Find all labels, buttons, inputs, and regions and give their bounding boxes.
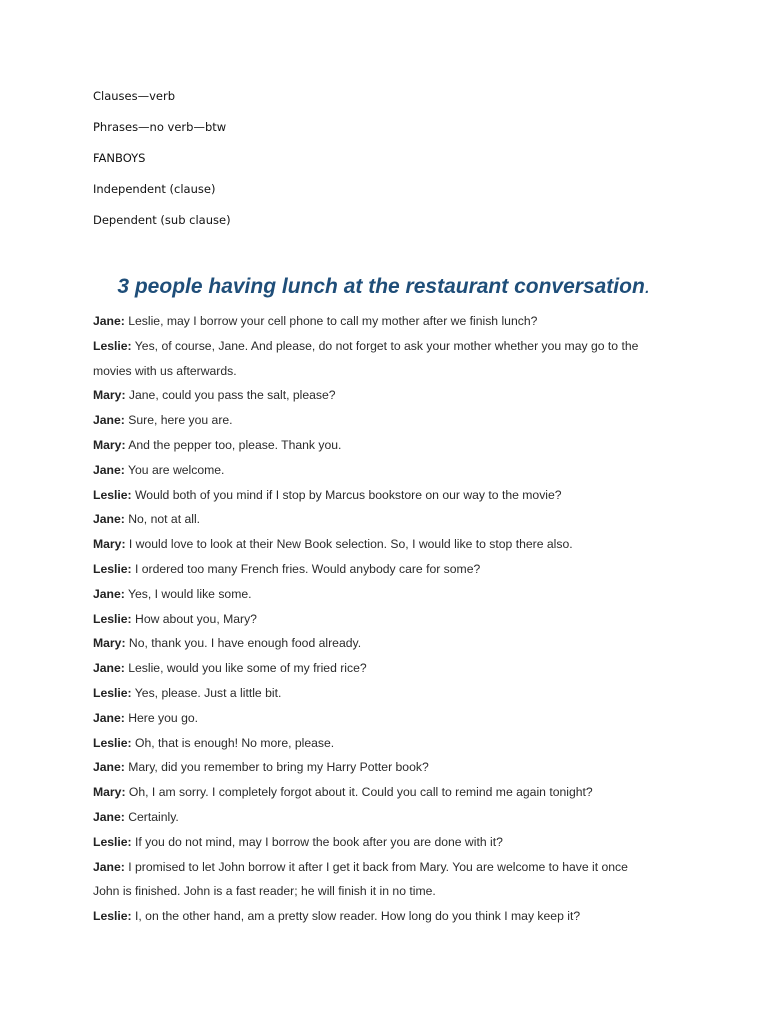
note-fanboys: FANBOYS — [93, 151, 146, 165]
dialogue-text: How about you, Mary? — [131, 611, 257, 626]
page-title — [0, 272, 768, 302]
dialogue-text: Oh, that is enough! No more, please. — [131, 735, 335, 750]
dialogue-line — [93, 433, 693, 458]
speaker-name: Jane: — [93, 859, 125, 874]
dialogue-line — [93, 458, 693, 483]
speaker-name: Jane: — [93, 413, 125, 428]
dialogue-text: You are welcome. — [124, 462, 225, 477]
dialogue-text: Here you go. — [124, 710, 199, 725]
dialogue-text: No, not at all. — [124, 512, 201, 527]
speaker-name: Leslie: — [93, 909, 132, 924]
dialogue-line — [93, 309, 693, 334]
dialogue-text: Sure, here you are. — [124, 413, 233, 428]
speaker-name: Mary: — [93, 785, 126, 800]
dialogue-text: And the pepper too, please. Thank you. — [125, 437, 342, 452]
speaker-name: Leslie: — [93, 611, 132, 626]
speaker-name: Mary: — [93, 437, 126, 452]
speaker-name: Jane: — [93, 760, 125, 775]
dialogue-line — [93, 557, 693, 582]
dialogue-line — [93, 879, 693, 904]
dialogue-line — [93, 383, 693, 408]
speaker-name: Mary: — [93, 388, 126, 403]
speaker-name: Jane: — [93, 661, 125, 676]
speaker-name: Jane: — [93, 314, 125, 328]
dialogue-text: Leslie, may I borrow your cell phone to call my mother after we finish lunch? — [124, 314, 538, 328]
dialogue-line — [93, 334, 693, 359]
dialogue-text: movies with us afterwards. — [93, 363, 237, 378]
dialogue-text: Oh, I am sorry. I completely forgot about it. Could you call to remind me again tonight? — [125, 785, 593, 800]
dialogue-line — [93, 706, 693, 731]
dialogue-line — [93, 607, 693, 632]
dialogue-line — [93, 681, 693, 706]
speaker-name: Leslie: — [93, 561, 132, 576]
speaker-name: Mary: — [93, 636, 126, 651]
speaker-name: Leslie: — [93, 685, 132, 700]
speaker-name: Leslie: — [93, 735, 132, 750]
dialogue-line — [93, 483, 693, 508]
speaker-name: Jane: — [93, 586, 125, 601]
note-independent: Independent (clause) — [93, 182, 216, 196]
dialogue-line — [93, 631, 693, 656]
dialogue-line — [93, 408, 693, 433]
dialogue-text: Yes, I would like some. — [124, 586, 252, 601]
dialogue-line — [93, 359, 693, 384]
dialogue-text: Would both of you mind if I stop by Marcus bookstore on our way to the movie? — [131, 487, 562, 502]
speaker-name: Jane: — [93, 809, 125, 824]
dialogue-line — [93, 805, 693, 830]
dialogue-line — [93, 904, 693, 929]
title-text: 3 people having lunch at the restaurant conversation — [117, 275, 645, 298]
speaker-name: Leslie: — [93, 338, 132, 353]
grammar-notes — [93, 88, 693, 243]
dialogue-text: John is finished. John is a fast reader; he will finish it in no time. — [93, 884, 436, 899]
title-period: . — [644, 275, 651, 298]
note-dependent: Dependent (sub clause) — [93, 213, 231, 227]
note-phrases: Phrases—no verb—btw — [93, 120, 227, 134]
dialogue — [93, 309, 693, 929]
dialogue-text: I ordered too many French fries. Would anybody care for some? — [131, 561, 481, 576]
speaker-name: Jane: — [93, 512, 125, 527]
speaker-name: Jane: — [93, 462, 125, 477]
dialogue-line — [93, 830, 693, 855]
dialogue-line — [93, 507, 693, 532]
dialogue-line — [93, 582, 693, 607]
dialogue-line — [93, 656, 693, 681]
speaker-name: Jane: — [93, 710, 125, 725]
dialogue-text: Yes, of course, Jane. And please, do not forget to ask your mother whether you may go to the — [131, 338, 639, 353]
dialogue-text: I promised to let John borrow it after I get it back from Mary. You are welcome to have it once — [124, 859, 628, 874]
speaker-name: Leslie: — [93, 487, 132, 502]
dialogue-line — [93, 755, 693, 780]
dialogue-line — [93, 731, 693, 756]
dialogue-line — [93, 855, 693, 880]
dialogue-text: No, thank you. I have enough food already. — [125, 636, 362, 651]
dialogue-text: If you do not mind, may I borrow the book after you are done with it? — [131, 834, 503, 849]
speaker-name: Leslie: — [93, 834, 132, 849]
dialogue-line — [93, 780, 693, 805]
dialogue-text: I, on the other hand, am a pretty slow reader. How long do you think I may keep it? — [131, 909, 581, 924]
dialogue-text: Mary, did you remember to bring my Harry Potter book? — [124, 760, 429, 775]
dialogue-text: Certainly. — [124, 809, 179, 824]
dialogue-text: I would love to look at their New Book selection. So, I would like to stop there also. — [125, 537, 573, 552]
note-clauses: Clauses—verb — [93, 89, 176, 103]
dialogue-line — [93, 532, 693, 557]
dialogue-text: Yes, please. Just a little bit. — [131, 685, 282, 700]
speaker-name: Mary: — [93, 537, 126, 552]
dialogue-text: Jane, could you pass the salt, please? — [125, 388, 336, 403]
dialogue-text: Leslie, would you like some of my fried rice? — [124, 661, 367, 676]
